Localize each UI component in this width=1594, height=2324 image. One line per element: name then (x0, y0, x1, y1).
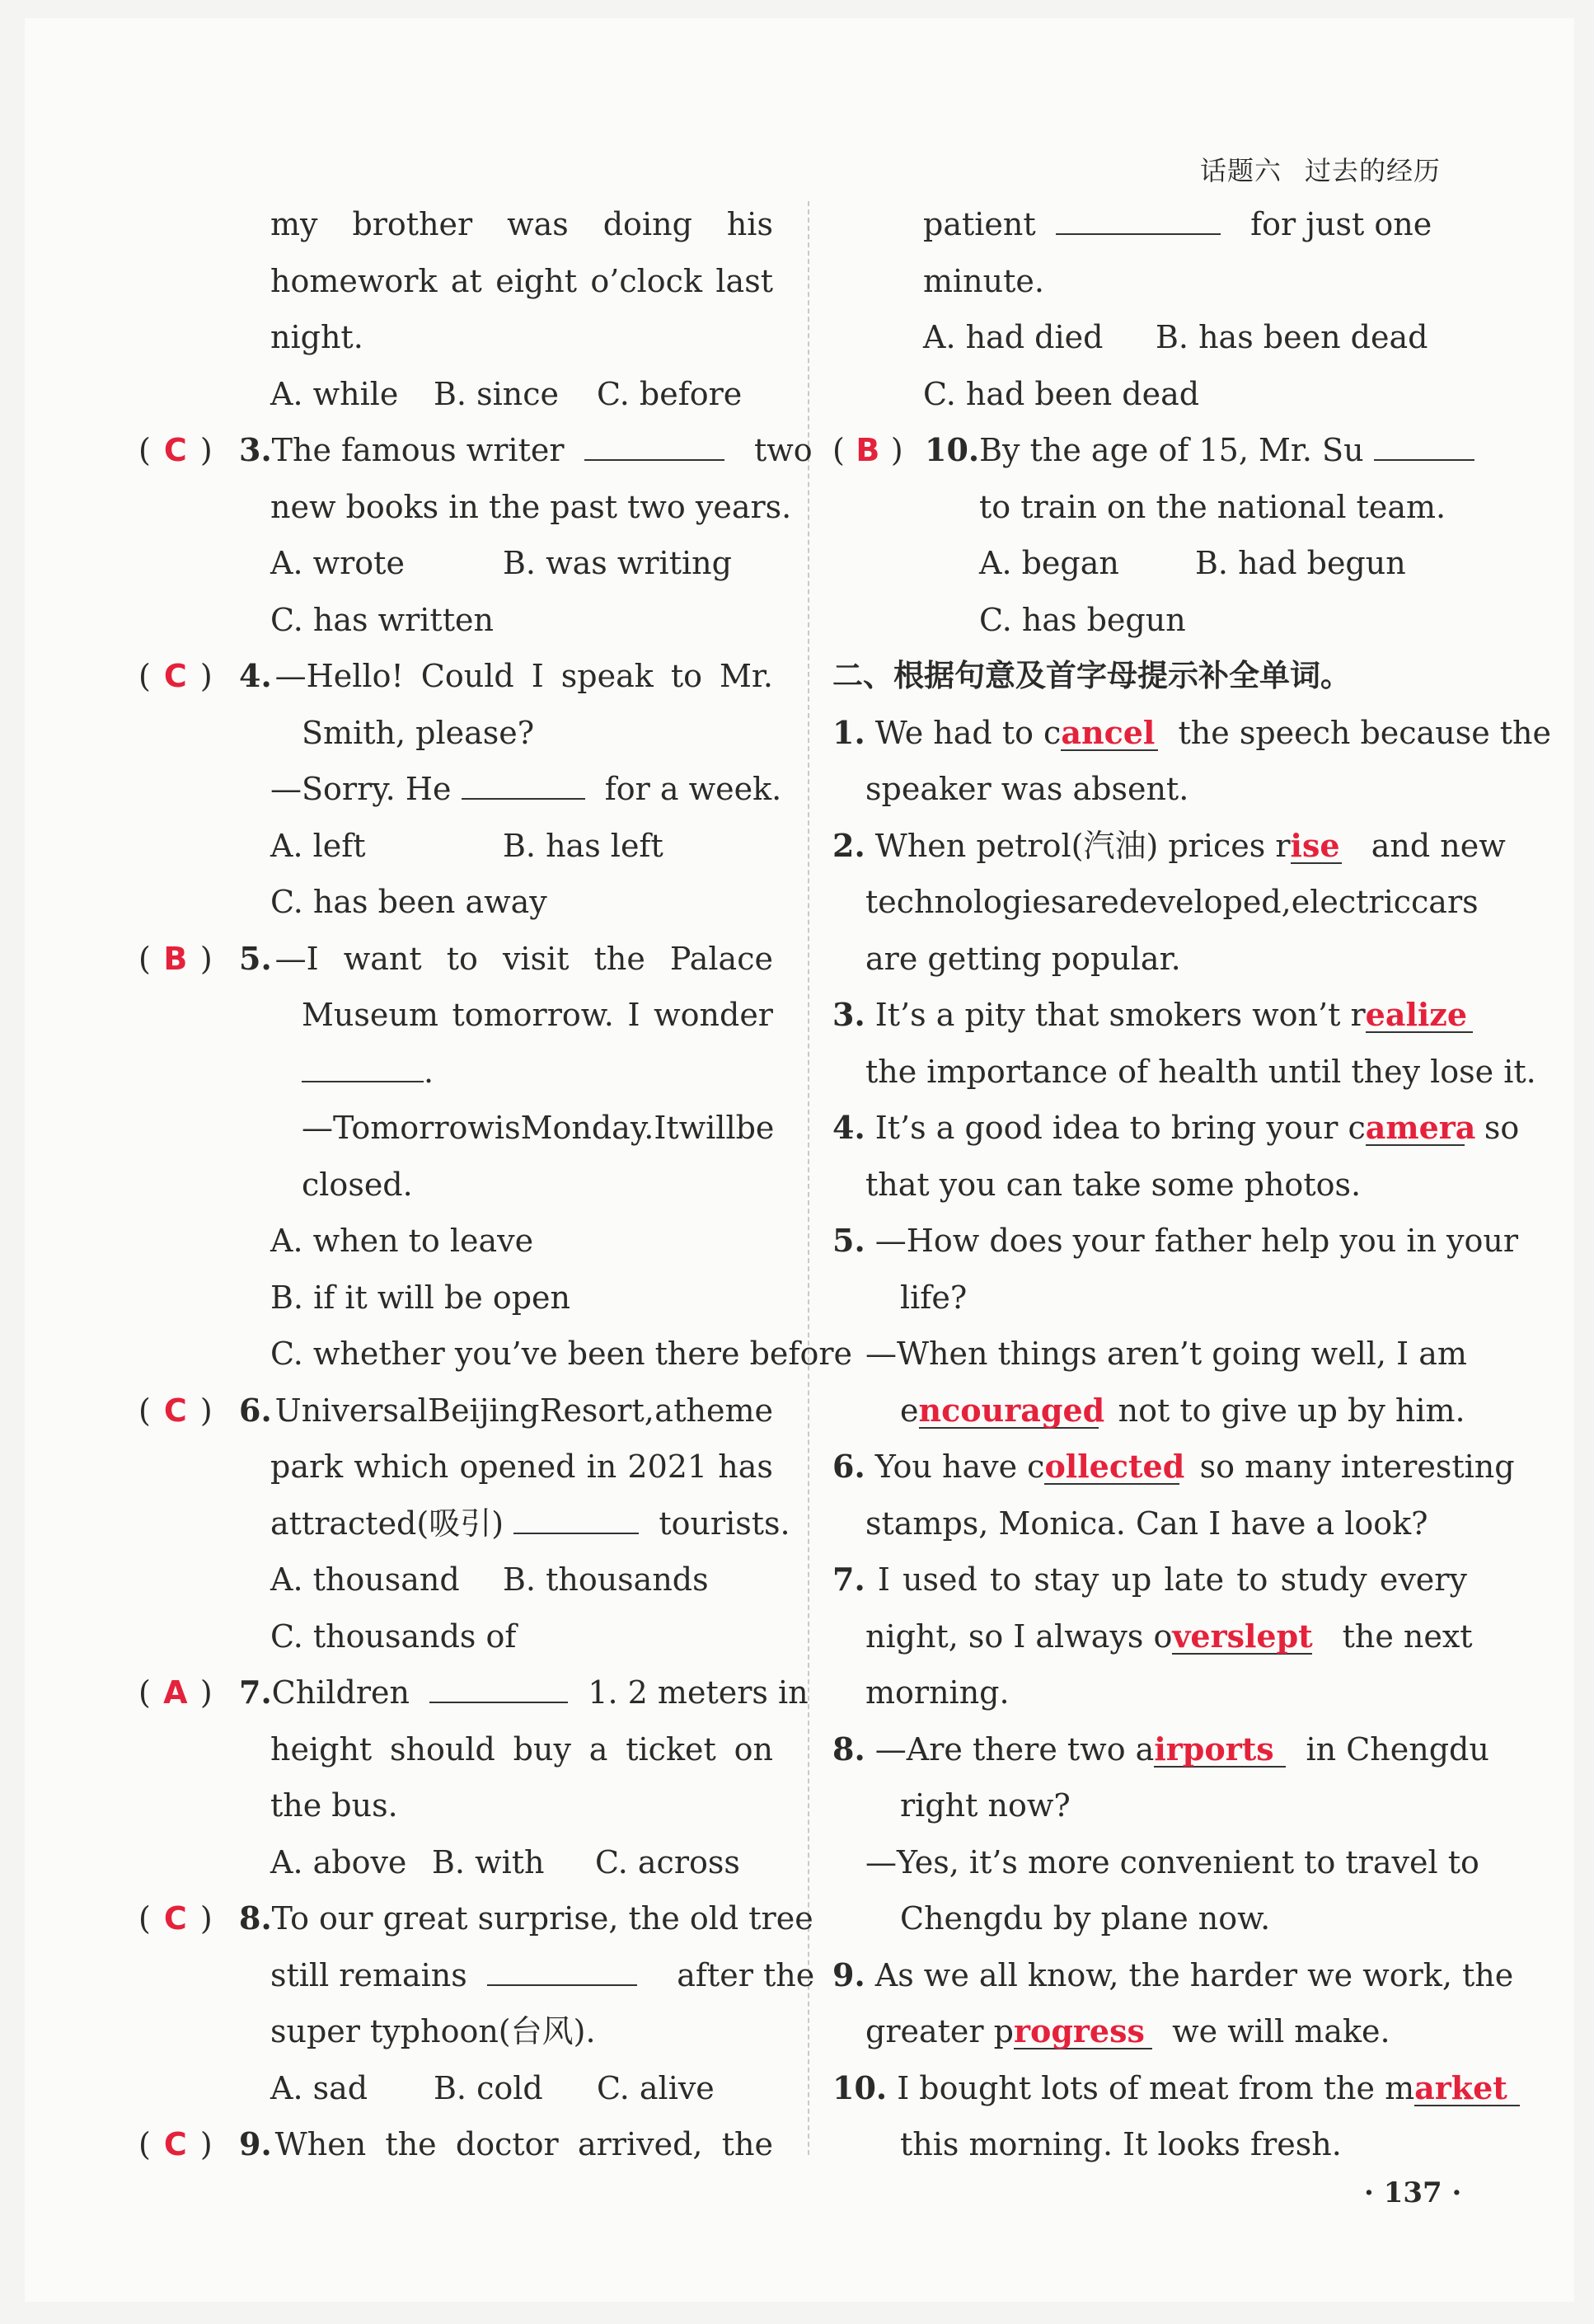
topic-label: 话题六 (1200, 155, 1282, 186)
answer-fill: ncouraged (918, 1391, 1105, 1429)
option-c: C. has begun (979, 601, 1186, 638)
fill-question-4: 4. It’s a good idea to bring your camera so (832, 1109, 1520, 1146)
answer-bracket: ( C ) (138, 2116, 239, 2173)
option-c: C. whether you’ve been there before (270, 1336, 853, 1372)
answer-bracket: ( B ) (138, 931, 239, 988)
question-text-line: my brother was doing his (270, 206, 773, 242)
option-line (138, 818, 773, 875)
question-text-line: homework at eight o’clock last (270, 262, 773, 299)
option-a: A. had died (923, 319, 1104, 355)
option-b: B. has been dead (1156, 319, 1428, 355)
question-3: ( C ) 3.The famous writer two (138, 422, 773, 479)
answer-blank (1056, 209, 1221, 235)
option-a: A. when to leave (270, 1223, 534, 1259)
option-c: C. alive (597, 2069, 715, 2106)
fill-question-3: 3. It’s a pity that smokers won’t realize (832, 987, 1467, 1044)
answer-bracket: ( C ) (138, 1383, 239, 1439)
answer-letter: A (163, 1674, 188, 1711)
answer-bracket: ( C ) (138, 422, 239, 479)
option-a: A. while (270, 375, 399, 412)
answer-fill: arket (1414, 2072, 1520, 2106)
option-c: C. before (597, 375, 743, 412)
option-a: A. above (270, 1843, 407, 1880)
fill-question-9: 9. As we all know, the harder we work, the (832, 1955, 1514, 1993)
option-a: A. wrote (270, 545, 405, 581)
answer-fill: ealize (1366, 998, 1473, 1033)
answer-letter: B (856, 432, 880, 468)
workbook-page (25, 18, 1574, 2302)
page-number: · 137 · (1364, 2176, 1462, 2209)
option-b: B. cold (434, 2069, 543, 2106)
option-line (832, 535, 1467, 592)
answer-fill: rogress (1014, 2015, 1152, 2049)
question-4: ( C ) 4. —Hello! Could I speak to Mr. (138, 648, 773, 705)
answer-blank (1374, 434, 1474, 461)
answer-blank (302, 1056, 424, 1082)
question-5: ( B ) 5. —I want to visit the Palace (138, 931, 773, 988)
option-b: B. has left (503, 827, 663, 864)
left-column: my brother was doing his homework at eight o’clock last night. A. while B. since C. before ( C ) 3.The famous writer two new books in the past two years. A. wrote B. was writing C. has written ( C ) 4. —Hello! Could I speak to Mr. Smith, please? —Sorry. He for a week. A. left B. has left C. has been away ( B ) 5. —I want to visit the Palace Museum tomorrow. I wonder . —Tomorrow is Monday. It will be closed. A. when to leave B. if it will be open C. whether you’ve been there before ( C ) 6. Universal Beijing Resort, a theme park which opened in 2021 has attracted(吸引) tourists. A. thousand B. thousands C. thousands of ( A ) 7.Children 1. 2 meters in height should buy a ticket on the bus. A. above B. with C. across ( C ) 8.To our great surprise, the old tree still remains after the super typhoon(台风). A. sad B. cold C. alive ( C ) 9. When the doctor arrived, the (138, 196, 773, 2173)
option-line (138, 366, 773, 423)
option-b: B. since (434, 375, 559, 412)
question-8: ( C ) 8.To our great surprise, the old tree (138, 1890, 773, 1947)
option-b: B. with (432, 1843, 545, 1880)
answer-blank (429, 1677, 568, 1703)
right-column: patient for just one minute. A. had died B. has been dead C. had been dead ( B ) 10.By the age of 15, Mr. Su to train on the national team. A. began B. had begun C. has begun 二、根据句意及首字母提示补全单词。 1. We had to cancel the speech because the speaker was absent. 2. When petrol(汽油) prices rise and new technologies are developed, electric cars are getting popular. 3. It’s a pity that smokers won’t realize the importance of health until they lose it. 4. It’s a good idea to bring your camera so that you can take some photos. 5. —How does your father help you in your life? —When things aren’t going well, I am encouraged not to give up by him. 6. You have collected so many interesting stamps, Monica. Can I have a look? 7. I used to stay up late to study every night, so I always overslept the next morning. 8. —Are there two airports in Chengdu right now? —Yes, it’s more convenient to travel to Chengdu by plane now. 9. As we all know, the harder we work, the greater progress we will make. 10. I bought lots of meat from the market this morning. It looks fresh. (832, 206, 1551, 2162)
fill-question-1: 1. We had to cancel the speech because the (832, 713, 1551, 751)
option-c: C. has written (270, 601, 494, 638)
option-c: C. had been dead (923, 375, 1200, 412)
answer-fill: ollected (1044, 1448, 1185, 1485)
option-b: B. had begun (1195, 545, 1406, 581)
answer-letter: C (163, 658, 187, 694)
question-6: ( C ) 6. Universal Beijing Resort, a theme (138, 1383, 773, 1439)
page-header (1200, 150, 1441, 188)
question-7: ( A ) 7.Children 1. 2 meters in (138, 1664, 773, 1721)
answer-fill: verslept (1172, 1617, 1313, 1655)
answer-blank (487, 1960, 637, 1986)
answer-fill: ise (1290, 826, 1340, 864)
answer-bracket: ( A ) (138, 1664, 239, 1721)
question-9: ( C ) 9. When the doctor arrived, the (138, 2116, 773, 2173)
option-line (138, 2060, 773, 2117)
answer-letter: C (163, 1900, 187, 1937)
answer-bracket: ( C ) (138, 1890, 239, 1947)
option-b: B. was writing (503, 545, 732, 581)
answer-bracket: ( B ) (832, 422, 925, 479)
section-2-title: 二、根据句意及首字母提示补全单词。 (832, 658, 1351, 693)
topic-title: 过去的经历 (1305, 155, 1442, 186)
option-b: B. if it will be open (270, 1279, 571, 1316)
option-a: A. sad (270, 2069, 368, 2106)
option-c: C. thousands of (270, 1617, 517, 1655)
fill-question-6: 6. You have collected so many interesting (832, 1448, 1515, 1485)
answer-letter: B (163, 940, 188, 977)
question-10: ( B ) 10.By the age of 15, Mr. Su (832, 422, 1467, 479)
option-b: B. thousands (503, 1561, 709, 1598)
column-divider (808, 201, 809, 2155)
fill-question-8: 8. —Are there two airports in Chengdu (832, 1730, 1489, 1768)
answer-blank (513, 1508, 639, 1534)
answer-fill: ancel (1061, 716, 1158, 751)
option-line (138, 535, 773, 592)
answer-fill: irports (1154, 1733, 1286, 1768)
fill-question-2: 2. When petrol(汽油) prices rise and new (832, 826, 1506, 864)
answer-letter: C (163, 432, 187, 468)
question-text-line: night. (270, 319, 363, 355)
fill-question-5: 5. —How does your father help you in your (832, 1222, 1519, 1259)
option-line (138, 1834, 773, 1891)
answer-blank (584, 434, 724, 461)
answer-fill: amera (1365, 1109, 1476, 1146)
answer-blank (462, 773, 585, 800)
option-line (138, 1552, 773, 1608)
option-line (832, 309, 1467, 366)
option-a: A. thousand (270, 1561, 460, 1598)
option-a: A. began (979, 545, 1119, 581)
option-c: C. across (595, 1843, 740, 1880)
fill-question-7: 7. I used to stay up late to study every (832, 1561, 1467, 1598)
option-a: A. left (270, 827, 366, 864)
answer-bracket: ( C ) (138, 648, 239, 705)
answer-letter: C (163, 2126, 187, 2162)
fill-question-10: 10. I bought lots of meat from the market (832, 2060, 1467, 2117)
answer-letter: C (163, 1392, 187, 1429)
option-c: C. has been away (270, 884, 547, 920)
